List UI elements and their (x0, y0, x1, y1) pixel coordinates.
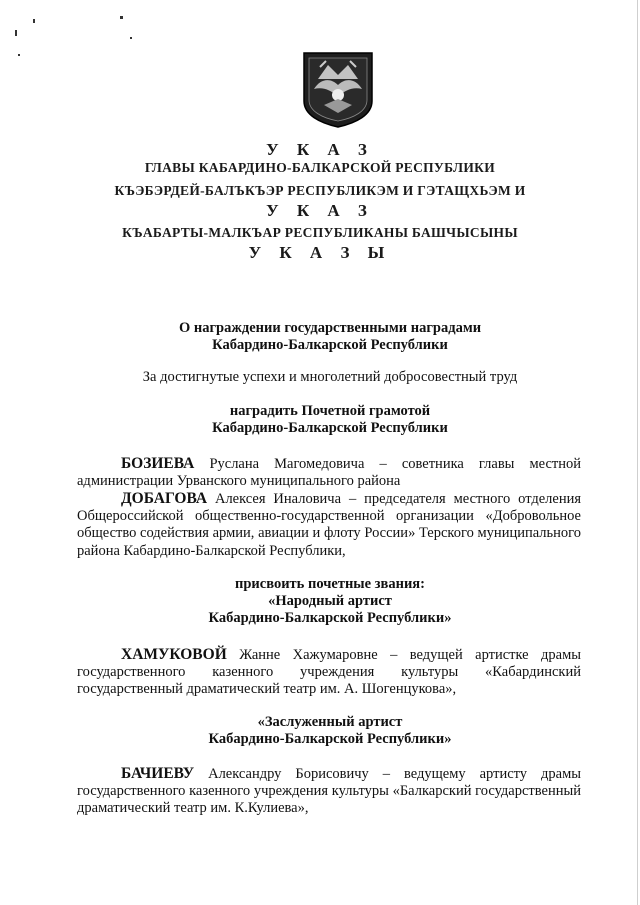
award-heading-line: Кабардино-Балкарской Республики (212, 420, 448, 436)
awardee-surname: БОЗИЕВА (121, 455, 195, 472)
awardee-paragraph (77, 765, 581, 818)
title-heading (60, 714, 600, 748)
title-heading-line: «Народный артист (268, 593, 392, 609)
award-heading-line: наградить Почетной грамотой (229, 403, 431, 419)
title-heading-line: Кабардино-Балкарской Республики» (208, 731, 452, 747)
decree-heading-balkarian: У К А З Ы (248, 243, 392, 262)
scan-speck (15, 30, 17, 36)
head-title-balkarian: КЪАБАРТЫ-МАЛКЪАР РЕСПУБЛИКАНЫ БАШЧЫСЫНЫ (122, 225, 518, 240)
award-heading (60, 403, 600, 437)
title-heading-line: Кабардино-Балкарской Республики» (208, 610, 452, 626)
head-title-russian: ГЛАВЫ КАБАРДИНО-БАЛКАРСКОЙ РЕСПУБЛИКИ (144, 160, 496, 175)
head-title-kabardian: КЪЭБЭРДЕЙ-БАЛЪКЪЭР РЕСПУБЛИКЭМ И ГЭТАЩХЬЭМ И (114, 183, 526, 198)
awardee-paragraph (77, 490, 581, 560)
scan-speck (33, 19, 35, 23)
awardee-paragraph (77, 455, 581, 490)
scan-speck (120, 16, 123, 19)
title-heading (60, 576, 600, 627)
decree-title-line: Кабардино-Балкарской Республики (212, 337, 448, 353)
awardee-surname: ДОБАГОВА (121, 490, 208, 507)
scan-speck (130, 37, 132, 39)
title-heading-line: «Заслуженный артист (257, 714, 403, 730)
title-heading-line: присвоить почетные звания: (235, 576, 425, 592)
awardee-paragraph (77, 646, 581, 699)
scan-speck (18, 54, 20, 56)
awardee-details: Жанне Хажумаровне – ведущей артистке драмы государственного казенного учреждения культуры «Кабардинский государственный драматический театр им. А. Шогенцукова», (77, 647, 582, 698)
coat-of-arms-icon (300, 49, 376, 129)
preamble: За достигнутые успехи и многолетний добросовестный труд (142, 369, 518, 385)
awardee-details: Александру Борисовичу – ведущему артисту драмы государственного казенного учреждения культуры «Балкарский государственный драматический театр им. К.Кулиева», (77, 766, 581, 817)
decree-heading: У К А З (266, 140, 374, 159)
awardee-surname: ХАМУКОВОЙ (121, 646, 227, 663)
scan-edge (637, 0, 638, 905)
awardee-details: Алексея Иналовича – председателя местного отделения Общероссийской общественно-государственной организации «Добровольное общество содействия армии, авиации и флоту России» Терского муниципального района Кабардино-Балкарской Республики, (77, 491, 582, 559)
decree-title-line: О награждении государственными наградами (178, 320, 482, 336)
decree-title (60, 320, 600, 354)
decree-heading-kabardian: У К А З (266, 201, 374, 220)
awardee-surname: БАЧИЕВУ (121, 765, 195, 782)
awardee-details: Руслана Магомедовича – советника главы местной администрации Урванского муниципального района (77, 456, 582, 490)
